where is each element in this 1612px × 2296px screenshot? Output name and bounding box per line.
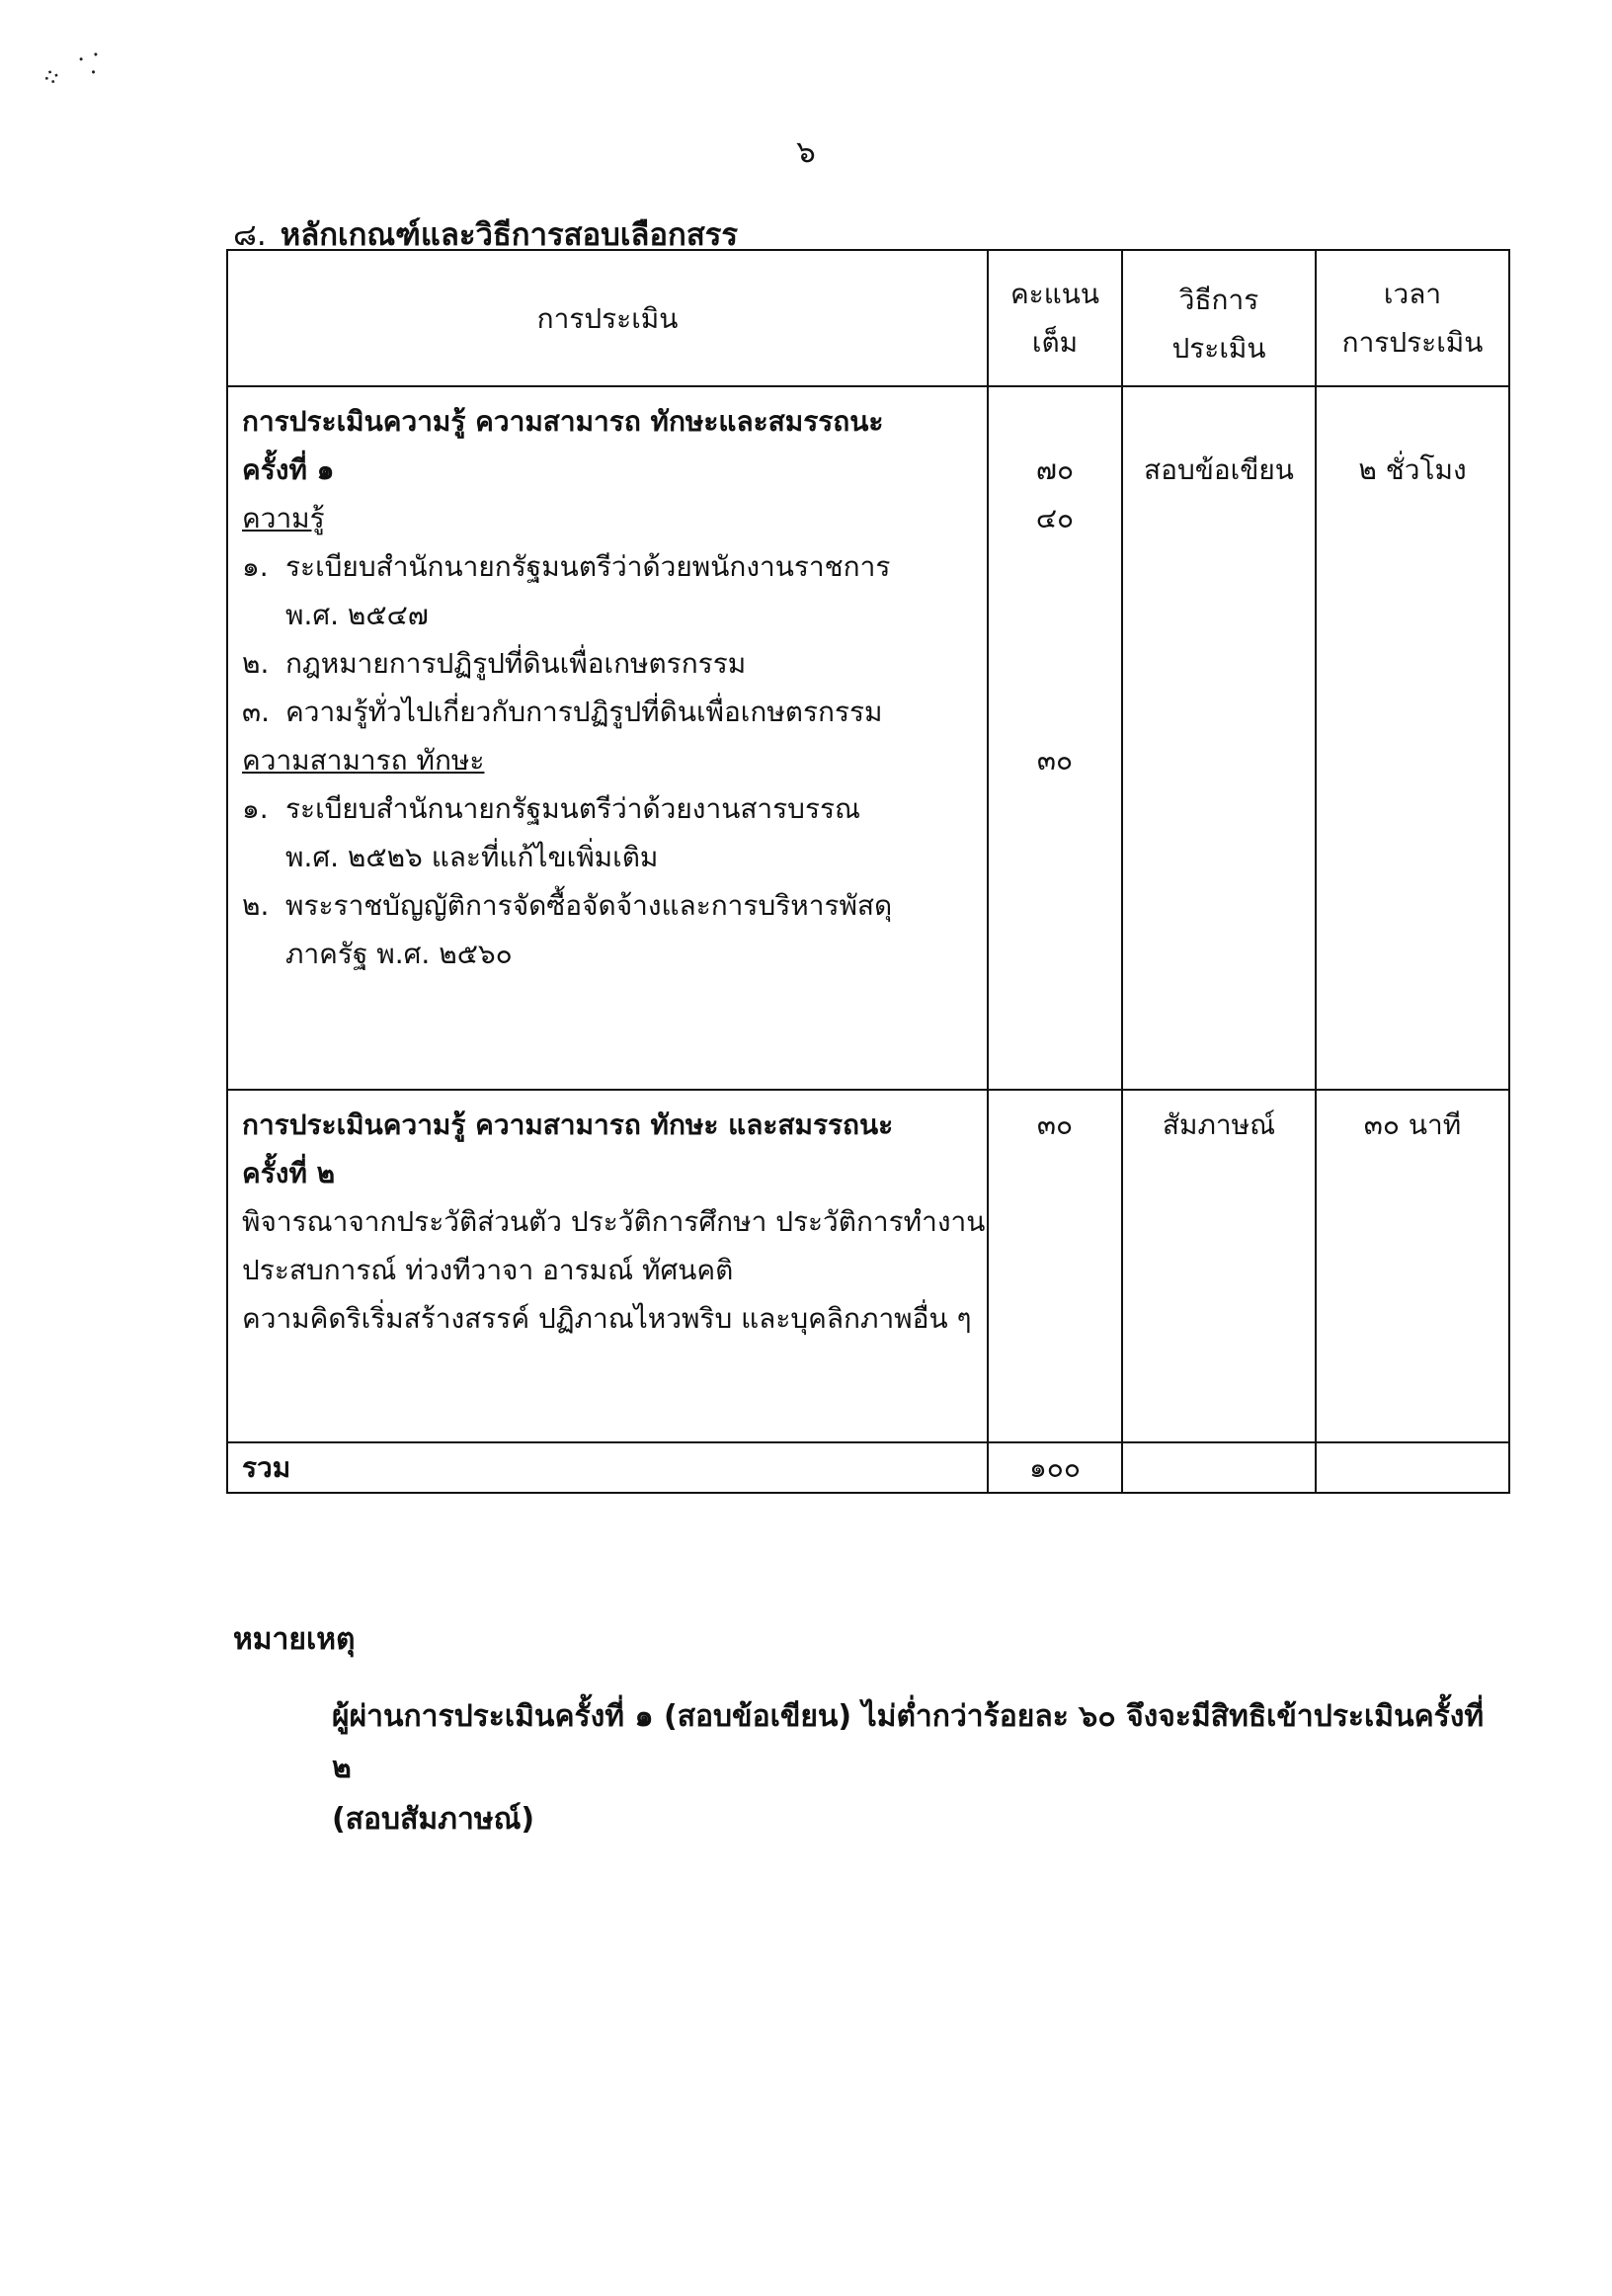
total-label: รวม xyxy=(242,1451,291,1484)
score-cell xyxy=(988,1090,1122,1442)
scan-specks: ⁘ ⸪ xyxy=(37,45,112,96)
score-value: ๓๐ xyxy=(1036,1108,1074,1141)
header-full-score: คะแนน เต็ม xyxy=(988,250,1122,386)
score-knowledge: ๔๐ xyxy=(1035,502,1075,534)
row-title: การประเมินความรู้ ความสามารถ ทักษะและสมรรถนะ xyxy=(242,405,884,438)
list-item: ๒. กฎหมายการปฏิรูปที่ดินเพื่อเกษตรกรรม xyxy=(242,647,747,680)
row-description: ประสบการณ์ ท่วงทีวาจา อารมณ์ ทัศนคติ xyxy=(242,1254,734,1286)
row-round: ครั้งที่ ๑ xyxy=(242,453,335,486)
method-cell xyxy=(1122,1090,1316,1442)
ability-label: ความสามารถ ทักษะ xyxy=(242,744,485,777)
row-description: พิจารณาจากประวัติส่วนตัว ประวัติการศึกษา ประวัติการทำงาน xyxy=(242,1205,986,1238)
table-header-row xyxy=(227,250,1509,386)
row-description: ความคิดริเริ่มสร้างสรรค์ ปฏิภาณไหวพริบ และบุคลิกภาพอื่น ๆ xyxy=(242,1302,972,1335)
header-method: วิธีการ ประเมิน xyxy=(1122,250,1316,386)
criteria-table xyxy=(226,249,1510,1494)
section-title: หลักเกณฑ์และวิธีการสอบเลือกสรร xyxy=(280,217,739,253)
score-total: ๗๐ xyxy=(1035,453,1075,486)
score-ability: ๓๐ xyxy=(1036,744,1074,777)
table-row xyxy=(227,386,1509,1090)
note-label: หมายเหตุ xyxy=(233,1622,356,1657)
score-cell xyxy=(988,386,1122,1090)
total-label-cell xyxy=(227,1442,988,1493)
time-value: ๓๐ นาที xyxy=(1363,1108,1462,1141)
list-item: ๒. พระราชบัญญัติการจัดซื้อจัดจ้างและการบริหารพัสดุ ภาครัฐ พ.ศ. ๒๕๖๐ xyxy=(242,889,893,970)
assessment-cell xyxy=(227,1090,988,1442)
note-text: ผู้ผ่านการประเมินครั้งที่ ๑ (สอบข้อเขียน) ไม่ต่ำกว่าร้อยละ ๖๐ จึงจะมีสิทธิเข้าประเมินครั้งที่ ๒ (สอบสัมภาษณ์) xyxy=(332,1699,1485,1837)
page-number: ๖ xyxy=(796,134,816,170)
list-item: ๓. ความรู้ทั่วไปเกี่ยวกับการปฏิรูปที่ดินเพื่อเกษตรกรรม xyxy=(242,696,883,728)
total-row xyxy=(227,1442,1509,1493)
row-round: ครั้งที่ ๒ xyxy=(242,1157,336,1189)
total-score-cell xyxy=(988,1442,1122,1493)
method-value: สอบข้อเขียน xyxy=(1144,453,1294,486)
header-time: เวลา การประเมิน xyxy=(1316,250,1509,386)
list-item: ๑. ระเบียบสำนักนายกรัฐมนตรีว่าด้วยงานสารบรรณ พ.ศ. ๒๕๒๖ และที่แก้ไขเพิ่มเติม xyxy=(242,792,861,873)
total-score: ๑๐๐ xyxy=(1029,1451,1081,1484)
section-number: ๘. xyxy=(233,217,267,253)
knowledge-label: ความรู้ xyxy=(242,502,325,534)
time-cell xyxy=(1316,386,1509,1090)
time-cell xyxy=(1316,1090,1509,1442)
header-assessment: การประเมิน xyxy=(227,250,988,386)
row-title: การประเมินความรู้ ความสามารถ ทักษะ และสมรรถนะ xyxy=(242,1108,894,1141)
total-method-cell xyxy=(1122,1442,1316,1493)
table-row xyxy=(227,1090,1509,1442)
total-time-cell xyxy=(1316,1442,1509,1493)
method-value: สัมภาษณ์ xyxy=(1162,1108,1276,1141)
method-cell xyxy=(1122,386,1316,1090)
time-value: ๒ ชั่วโมง xyxy=(1358,453,1467,486)
list-item: ๑. ระเบียบสำนักนายกรัฐมนตรีว่าด้วยพนักงานราชการ พ.ศ. ๒๕๔๗ xyxy=(242,550,891,631)
assessment-cell xyxy=(227,386,988,1090)
